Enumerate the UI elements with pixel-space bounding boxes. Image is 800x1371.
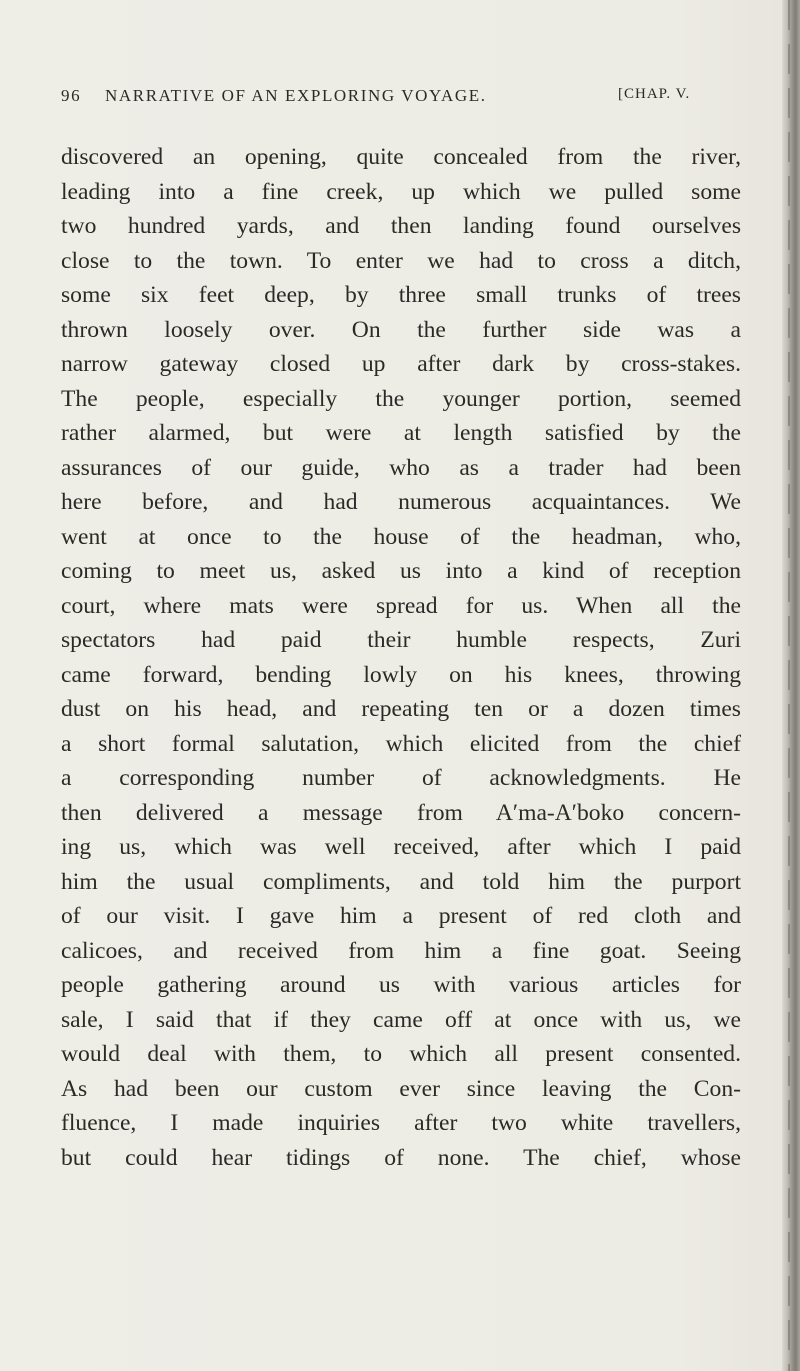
text-line: here before, and had numerous acquaintances. We xyxy=(61,489,741,515)
text-line: The people, especially the younger portion, seemed xyxy=(61,385,741,412)
text-line: close to the town. To enter we had to cross a ditch, xyxy=(61,247,741,274)
text-line: would deal with them, to which all present consented. xyxy=(61,1041,741,1067)
text-line: spectators had paid their humble respects, Zuri xyxy=(61,627,741,653)
text-line: two hundred yards, and then landing found ourselves xyxy=(61,213,741,239)
text-line: him the usual compliments, and told him the purport xyxy=(61,868,741,895)
text-line: rather alarmed, but were at length satisfied by the xyxy=(61,420,741,446)
text-line: assurances of our guide, who as a trader had been xyxy=(61,454,741,481)
text-line: court, where mats were spread for us. When all the xyxy=(61,592,741,619)
text-line: coming to meet us, asked us into a kind of reception xyxy=(61,558,741,584)
page-header xyxy=(61,86,741,116)
text-line: some six feet deep, by three small trunks of trees xyxy=(61,282,741,308)
page-binding-edge xyxy=(782,0,800,1371)
running-head: NARRATIVE OF AN EXPLORING VOYAGE. xyxy=(105,86,487,105)
text-line: a corresponding number of acknowledgments. He xyxy=(61,765,741,791)
text-line: narrow gateway closed up after dark by cross-stakes. xyxy=(61,351,741,377)
text-line: of our visit. I gave him a present of red cloth and xyxy=(61,903,741,929)
chapter-reference: [CHAP. V. xyxy=(618,86,691,102)
text-line: a short formal salutation, which elicited from the chief xyxy=(61,730,741,757)
text-line: dust on his head, and repeating ten or a dozen times xyxy=(61,696,741,722)
text-line: thrown loosely over. On the further side was a xyxy=(61,316,741,343)
text-line: but could hear tidings of none. The chief, whose xyxy=(61,1144,741,1171)
page-number: 96 xyxy=(61,86,82,105)
text-line: went at once to the house of the headman, who, xyxy=(61,523,741,550)
text-line: fluence, I made inquiries after two white travellers, xyxy=(61,1110,741,1136)
text-line: calicoes, and received from him a fine goat. Seeing xyxy=(61,937,741,964)
text-line: As had been our custom ever since leaving the Con- xyxy=(61,1075,741,1102)
body-text xyxy=(61,140,741,1175)
text-line: leading into a fine creek, up which we pulled some xyxy=(61,178,741,205)
text-line: sale, I said that if they came off at once with us, we xyxy=(61,1006,741,1033)
text-line: ing us, which was well received, after which I paid xyxy=(61,834,741,860)
text-line: came forward, bending lowly on his knees, throwing xyxy=(61,661,741,688)
text-line: people gathering around us with various articles for xyxy=(61,972,741,998)
text-line: then delivered a message from A′ma-A′boko concern- xyxy=(61,799,741,826)
text-line: discovered an opening, quite concealed from the river, xyxy=(61,144,741,170)
